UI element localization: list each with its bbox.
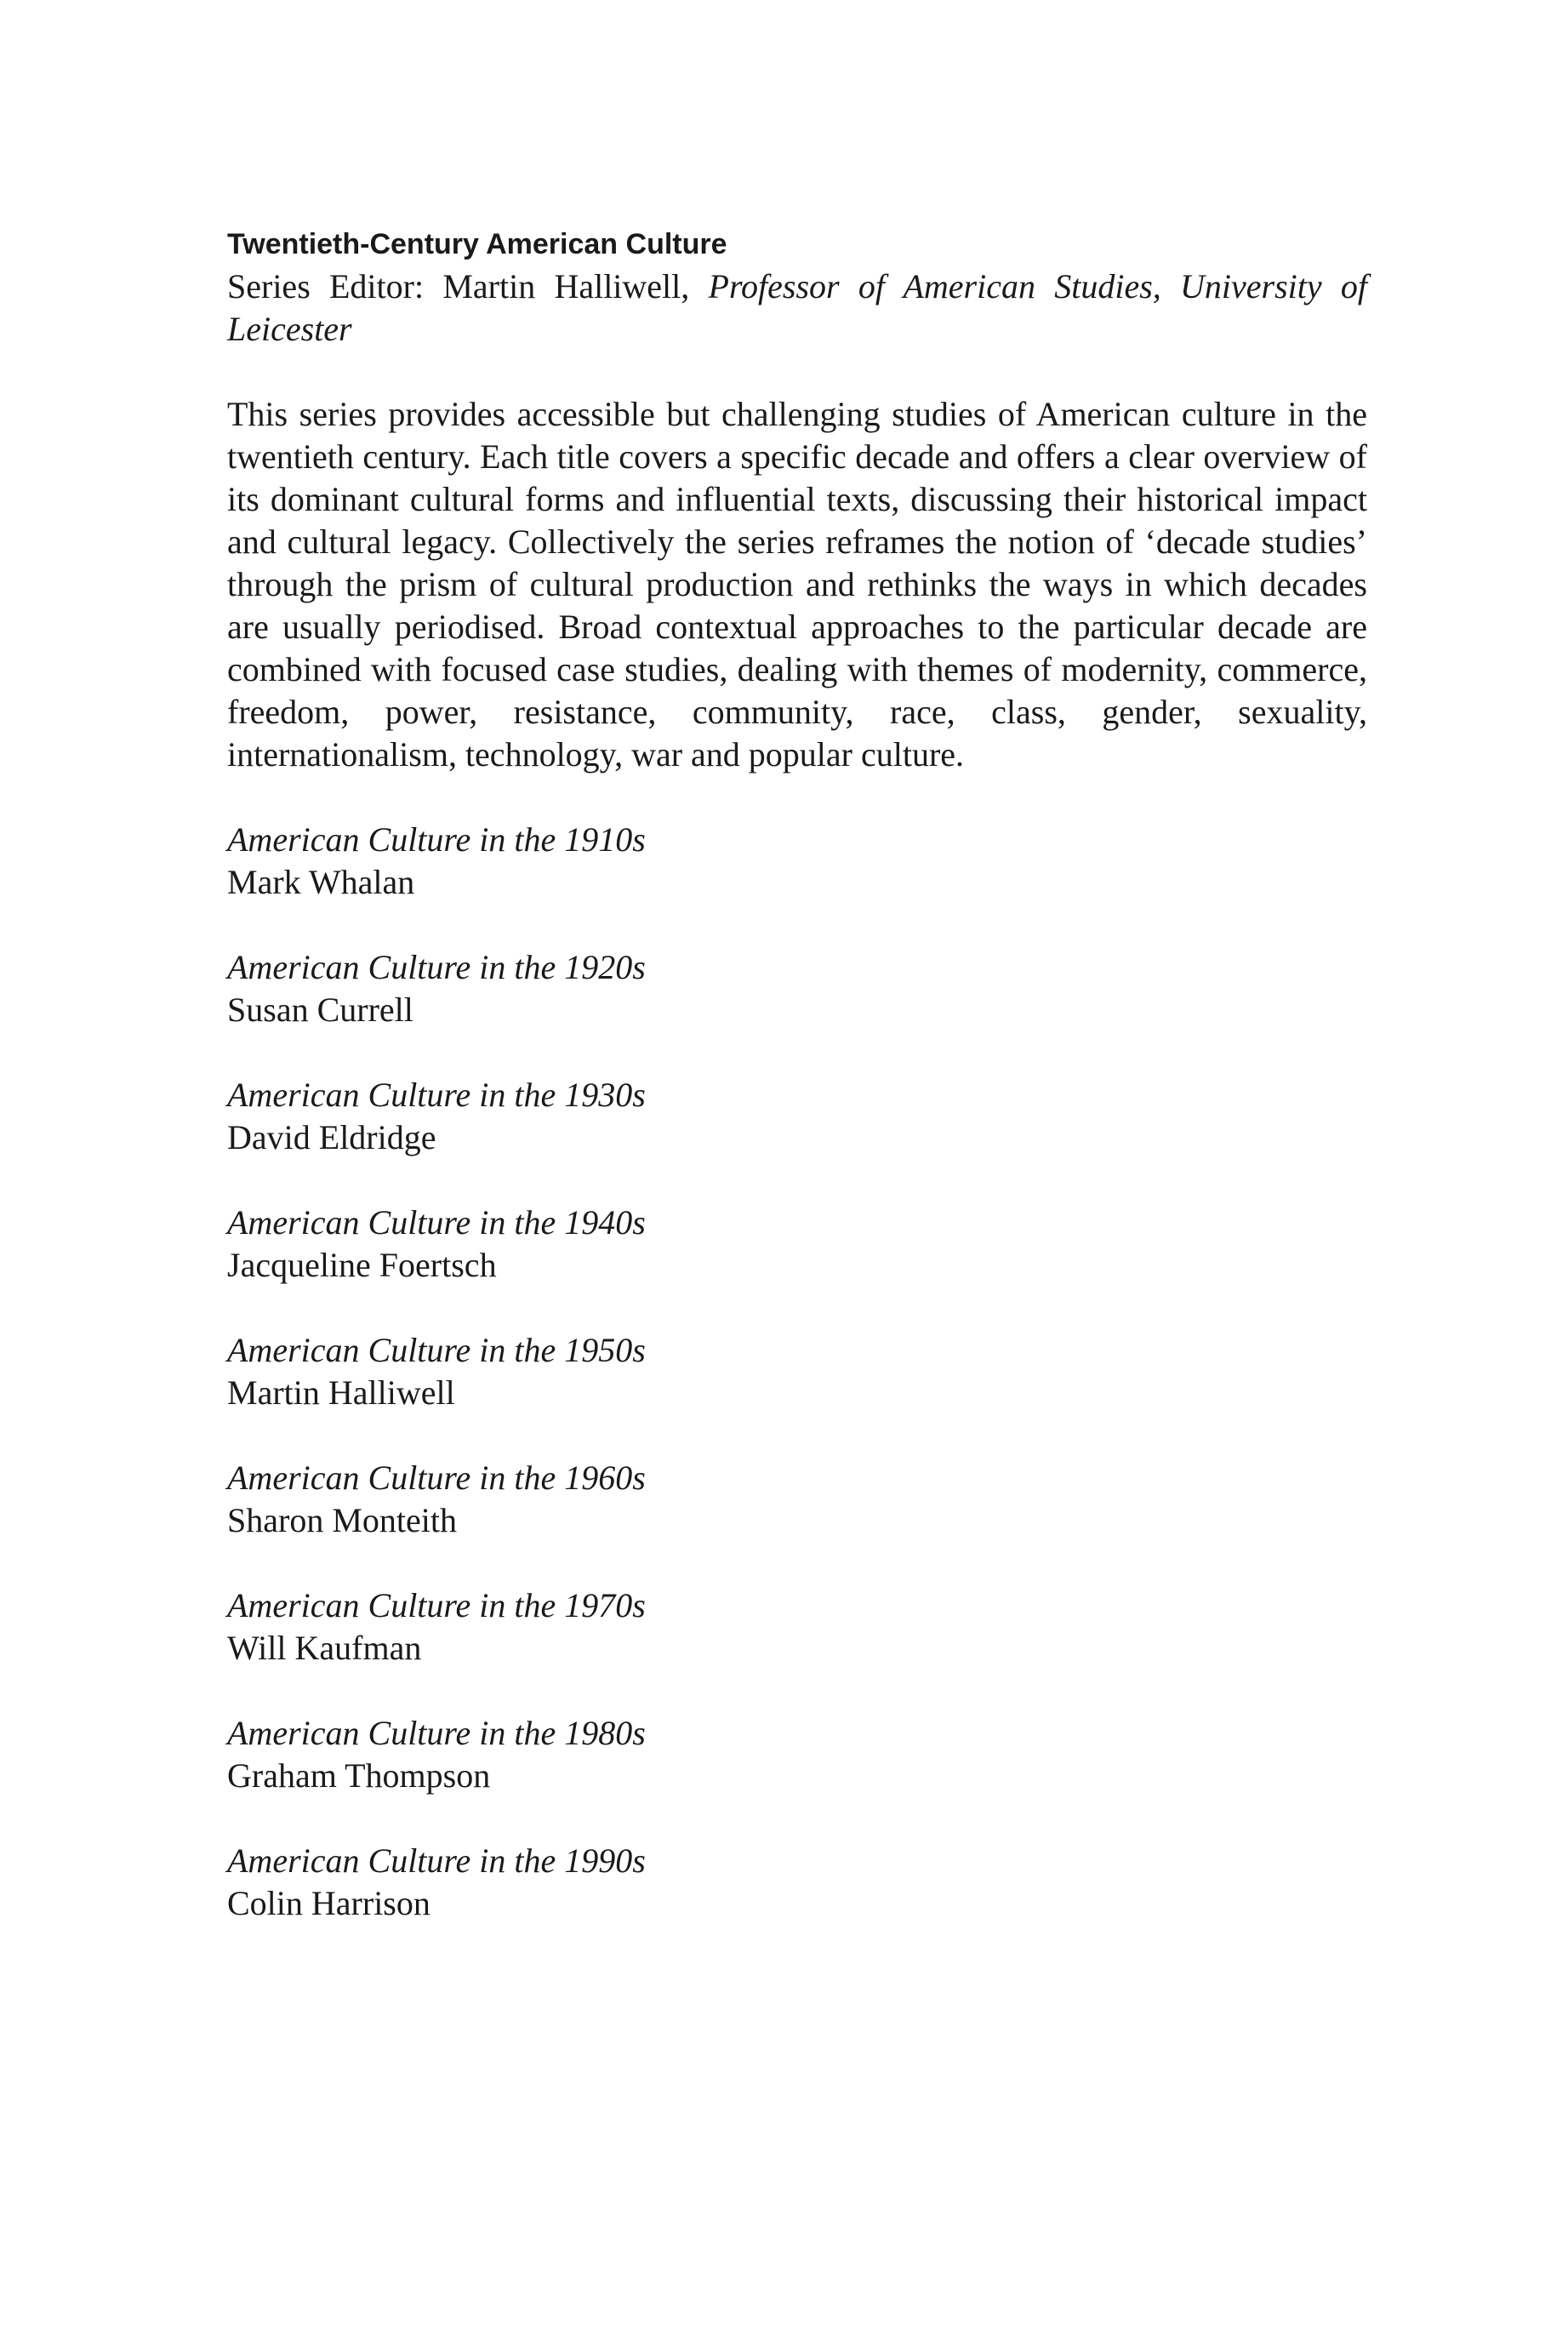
book-author: Jacqueline Foertsch bbox=[227, 1246, 497, 1284]
book-entry-1910s bbox=[227, 819, 1367, 904]
book-title: American Culture in the 1950s bbox=[227, 1331, 646, 1369]
book-entry-1970s bbox=[227, 1584, 1367, 1670]
book-author: Colin Harrison bbox=[227, 1884, 430, 1922]
book-title: American Culture in the 1990s bbox=[227, 1841, 646, 1880]
book-title: American Culture in the 1980s bbox=[227, 1714, 646, 1752]
series-title: Twentieth-Century American Culture bbox=[227, 228, 727, 260]
series-editor-name: Series Editor: Martin Halliwell, bbox=[227, 267, 709, 305]
book-title: American Culture in the 1920s bbox=[227, 948, 646, 986]
book-author: Graham Thompson bbox=[227, 1756, 491, 1795]
book-title: American Culture in the 1930s bbox=[227, 1076, 646, 1114]
book-title: American Culture in the 1910s bbox=[227, 820, 646, 859]
book-entry-1990s bbox=[227, 1840, 1367, 1925]
series-page bbox=[227, 223, 1367, 1967]
book-entry-1940s bbox=[227, 1202, 1367, 1287]
series-editor-affiliation: Professor of American Studies, University of Leicester bbox=[227, 267, 1367, 348]
book-entry-1980s bbox=[227, 1712, 1367, 1797]
book-list bbox=[227, 819, 1367, 1925]
book-author: Sharon Monteith bbox=[227, 1501, 457, 1539]
book-author: Mark Whalan bbox=[227, 863, 415, 901]
book-title: American Culture in the 1960s bbox=[227, 1459, 646, 1497]
book-entry-1930s bbox=[227, 1074, 1367, 1159]
book-title: American Culture in the 1970s bbox=[227, 1586, 646, 1624]
book-entry-1920s bbox=[227, 946, 1367, 1031]
book-title: American Culture in the 1940s bbox=[227, 1203, 646, 1242]
book-author: Will Kaufman bbox=[227, 1629, 422, 1667]
book-author: David Eldridge bbox=[227, 1118, 436, 1156]
book-entry-1960s bbox=[227, 1457, 1367, 1542]
book-author: Martin Halliwell bbox=[227, 1373, 455, 1412]
series-description: This series provides accessible but challenging studies of American culture in the twentieth century. Each title covers a specific decade and offers a clear overview of its dominant cultural forms and influential texts, discussing their historical impact and cultural legacy. Collectively the series reframes the notion of ‘decade studies’ through the prism of cultural production and rethinks the ways in which decades are usually periodised. Broad contextual approaches to the particular decade are combined with focused case studies, dealing with themes of modernity, commerce, freedom, power, resistance, community, race, class, gender, sexuality, internationalism, technology, war and popular culture. bbox=[227, 395, 1367, 774]
series-editor bbox=[227, 265, 1367, 351]
book-entry-1950s bbox=[227, 1329, 1367, 1414]
book-author: Susan Currell bbox=[227, 990, 413, 1029]
